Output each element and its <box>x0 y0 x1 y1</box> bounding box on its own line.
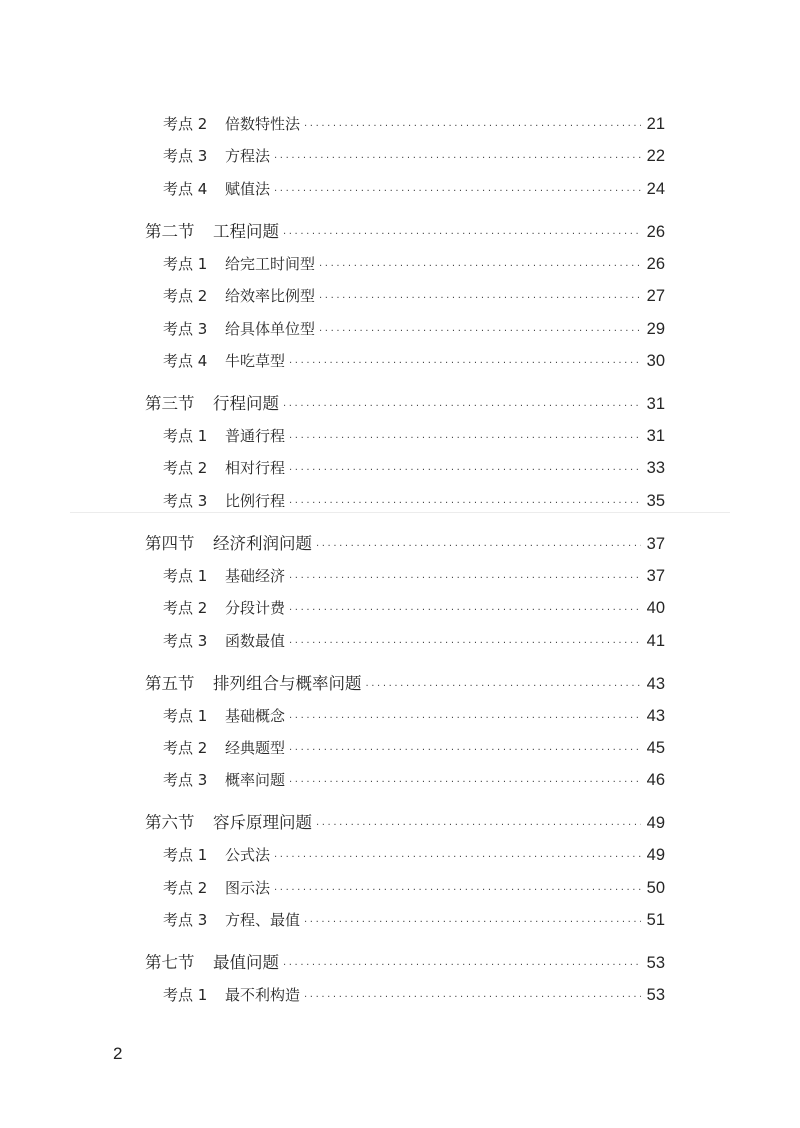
point-number: 考点 2 <box>163 878 208 897</box>
toc-point-row[interactable] <box>163 737 665 758</box>
point-title: 图示法 <box>225 878 271 897</box>
section-number: 第七节 <box>145 953 195 973</box>
page-ref: 46 <box>646 771 665 790</box>
dot-leader <box>283 401 641 412</box>
dot-leader <box>366 681 642 692</box>
section-number: 第四节 <box>145 533 195 553</box>
point-number: 考点 4 <box>163 352 208 370</box>
page-ref: 41 <box>646 631 665 650</box>
dot-leader <box>274 186 641 197</box>
point-number: 考点 1 <box>163 986 208 1005</box>
point-number: 考点 4 <box>163 179 208 198</box>
page-ref: 22 <box>646 147 665 166</box>
point-title: 普通行程 <box>225 427 286 445</box>
dot-leader <box>289 777 641 788</box>
dot-leader <box>304 992 641 1003</box>
point-number: 考点 1 <box>163 706 208 725</box>
dot-leader <box>304 121 641 132</box>
page-ref: 37 <box>646 566 665 585</box>
dot-leader <box>289 745 641 756</box>
page-ref: 51 <box>646 911 665 930</box>
toc-point-row[interactable] <box>163 178 665 199</box>
section-title: 最值问题 <box>213 953 279 973</box>
point-number: 考点 3 <box>163 911 208 930</box>
dot-leader <box>274 852 641 863</box>
dot-leader <box>289 605 641 616</box>
dot-leader <box>304 917 641 928</box>
dot-leader <box>319 326 641 337</box>
page-ref: 24 <box>646 179 665 198</box>
dot-leader <box>319 293 641 304</box>
point-title: 基础概念 <box>225 706 286 725</box>
page-ref: 53 <box>646 954 665 973</box>
toc-point-row[interactable] <box>163 490 665 511</box>
page-ref: 35 <box>646 491 665 510</box>
dot-leader <box>289 465 641 476</box>
page-ref: 30 <box>646 352 665 370</box>
point-title: 经典题型 <box>225 739 286 757</box>
toc-point-row[interactable] <box>163 877 665 898</box>
page-ref: 49 <box>646 814 665 833</box>
toc-point-row[interactable] <box>163 984 665 1005</box>
point-title: 倍数特性法 <box>225 115 301 133</box>
point-title: 概率问题 <box>225 771 286 790</box>
dot-leader <box>289 573 641 584</box>
dot-leader <box>316 820 641 831</box>
dot-leader <box>316 541 641 552</box>
section-number: 第二节 <box>145 221 195 241</box>
dot-leader <box>274 153 641 164</box>
section-number: 第三节 <box>145 394 195 413</box>
toc-point-row[interactable] <box>163 285 665 306</box>
page-ref: 43 <box>646 674 665 693</box>
point-title: 牛吃草型 <box>225 352 286 370</box>
toc-section-row[interactable] <box>145 670 665 694</box>
page-number: 2 <box>113 1044 123 1063</box>
page-ref: 50 <box>646 878 665 897</box>
point-number: 考点 2 <box>163 115 208 133</box>
point-title: 方程法 <box>225 147 271 166</box>
point-number: 考点 1 <box>163 846 208 865</box>
page-ref: 37 <box>646 534 665 553</box>
toc-point-row[interactable] <box>163 350 665 371</box>
toc-section-row[interactable] <box>145 530 665 554</box>
section-number: 第六节 <box>145 813 195 833</box>
point-title: 方程、最值 <box>225 911 301 930</box>
point-number: 考点 3 <box>163 147 208 166</box>
point-title: 相对行程 <box>225 459 286 478</box>
toc-point-row[interactable] <box>163 253 665 274</box>
point-title: 比例行程 <box>225 491 286 510</box>
point-number: 考点 1 <box>163 566 208 585</box>
page-ref: 49 <box>646 846 665 865</box>
dot-leader <box>289 358 641 369</box>
dot-leader <box>289 433 641 444</box>
page-ref: 21 <box>646 115 665 133</box>
section-title: 经济利润问题 <box>213 533 312 553</box>
section-title: 行程问题 <box>213 394 279 413</box>
toc-point-row[interactable] <box>163 457 665 478</box>
toc-section-row[interactable] <box>145 390 665 414</box>
section-number: 第五节 <box>145 673 195 693</box>
dot-leader <box>289 638 641 649</box>
toc-point-row[interactable] <box>163 145 665 166</box>
point-number: 考点 2 <box>163 287 208 306</box>
toc-point-row[interactable] <box>163 769 665 790</box>
point-title: 分段计费 <box>225 599 286 618</box>
point-number: 考点 2 <box>163 459 208 478</box>
toc-point-row[interactable] <box>163 113 665 134</box>
dot-leader <box>283 960 641 971</box>
toc-point-row[interactable] <box>163 318 665 339</box>
point-title: 给效率比例型 <box>225 287 316 306</box>
point-title: 基础经济 <box>225 566 286 585</box>
page-ref: 40 <box>646 599 665 618</box>
section-title: 排列组合与概率问题 <box>213 673 362 693</box>
point-number: 考点 2 <box>163 599 208 618</box>
point-title: 最不利构造 <box>225 986 301 1005</box>
dot-leader <box>319 261 641 272</box>
page-ref: 43 <box>646 706 665 725</box>
toc-point-row[interactable] <box>163 425 665 446</box>
page-ref: 31 <box>646 395 665 413</box>
point-title: 函数最值 <box>225 631 286 650</box>
point-title: 给完工时间型 <box>225 254 316 273</box>
toc-point-row[interactable] <box>163 565 665 586</box>
scan-artifact-line <box>70 512 730 513</box>
dot-leader <box>274 885 641 896</box>
toc-section-row[interactable] <box>145 218 665 242</box>
point-title: 赋值法 <box>225 179 271 198</box>
toc-section-row[interactable] <box>145 809 665 833</box>
point-title: 公式法 <box>225 846 271 865</box>
dot-leader <box>283 229 641 240</box>
section-title: 容斥原理问题 <box>213 813 312 833</box>
point-number: 考点 1 <box>163 254 208 273</box>
point-number: 考点 3 <box>163 319 208 338</box>
page-ref: 27 <box>646 287 665 306</box>
toc-point-row[interactable] <box>163 630 665 651</box>
page-ref: 45 <box>646 739 665 757</box>
point-title: 给具体单位型 <box>225 319 316 338</box>
page-ref: 29 <box>646 319 665 338</box>
toc-point-row[interactable] <box>163 597 665 618</box>
dot-leader <box>289 498 641 509</box>
toc-point-row[interactable] <box>163 844 665 865</box>
toc-section-row[interactable] <box>145 949 665 973</box>
dot-leader <box>289 713 641 724</box>
point-number: 考点 3 <box>163 491 208 510</box>
toc-point-row[interactable] <box>163 909 665 930</box>
page-ref: 33 <box>646 459 665 478</box>
point-number: 考点 2 <box>163 739 208 757</box>
point-number: 考点 1 <box>163 427 208 445</box>
point-number: 考点 3 <box>163 771 208 790</box>
page-ref: 26 <box>646 222 665 241</box>
page-ref: 26 <box>646 254 665 273</box>
point-number: 考点 3 <box>163 631 208 650</box>
page-ref: 53 <box>646 986 665 1005</box>
section-title: 工程问题 <box>213 221 279 241</box>
toc-point-row[interactable] <box>163 705 665 726</box>
page-ref: 31 <box>646 427 665 445</box>
